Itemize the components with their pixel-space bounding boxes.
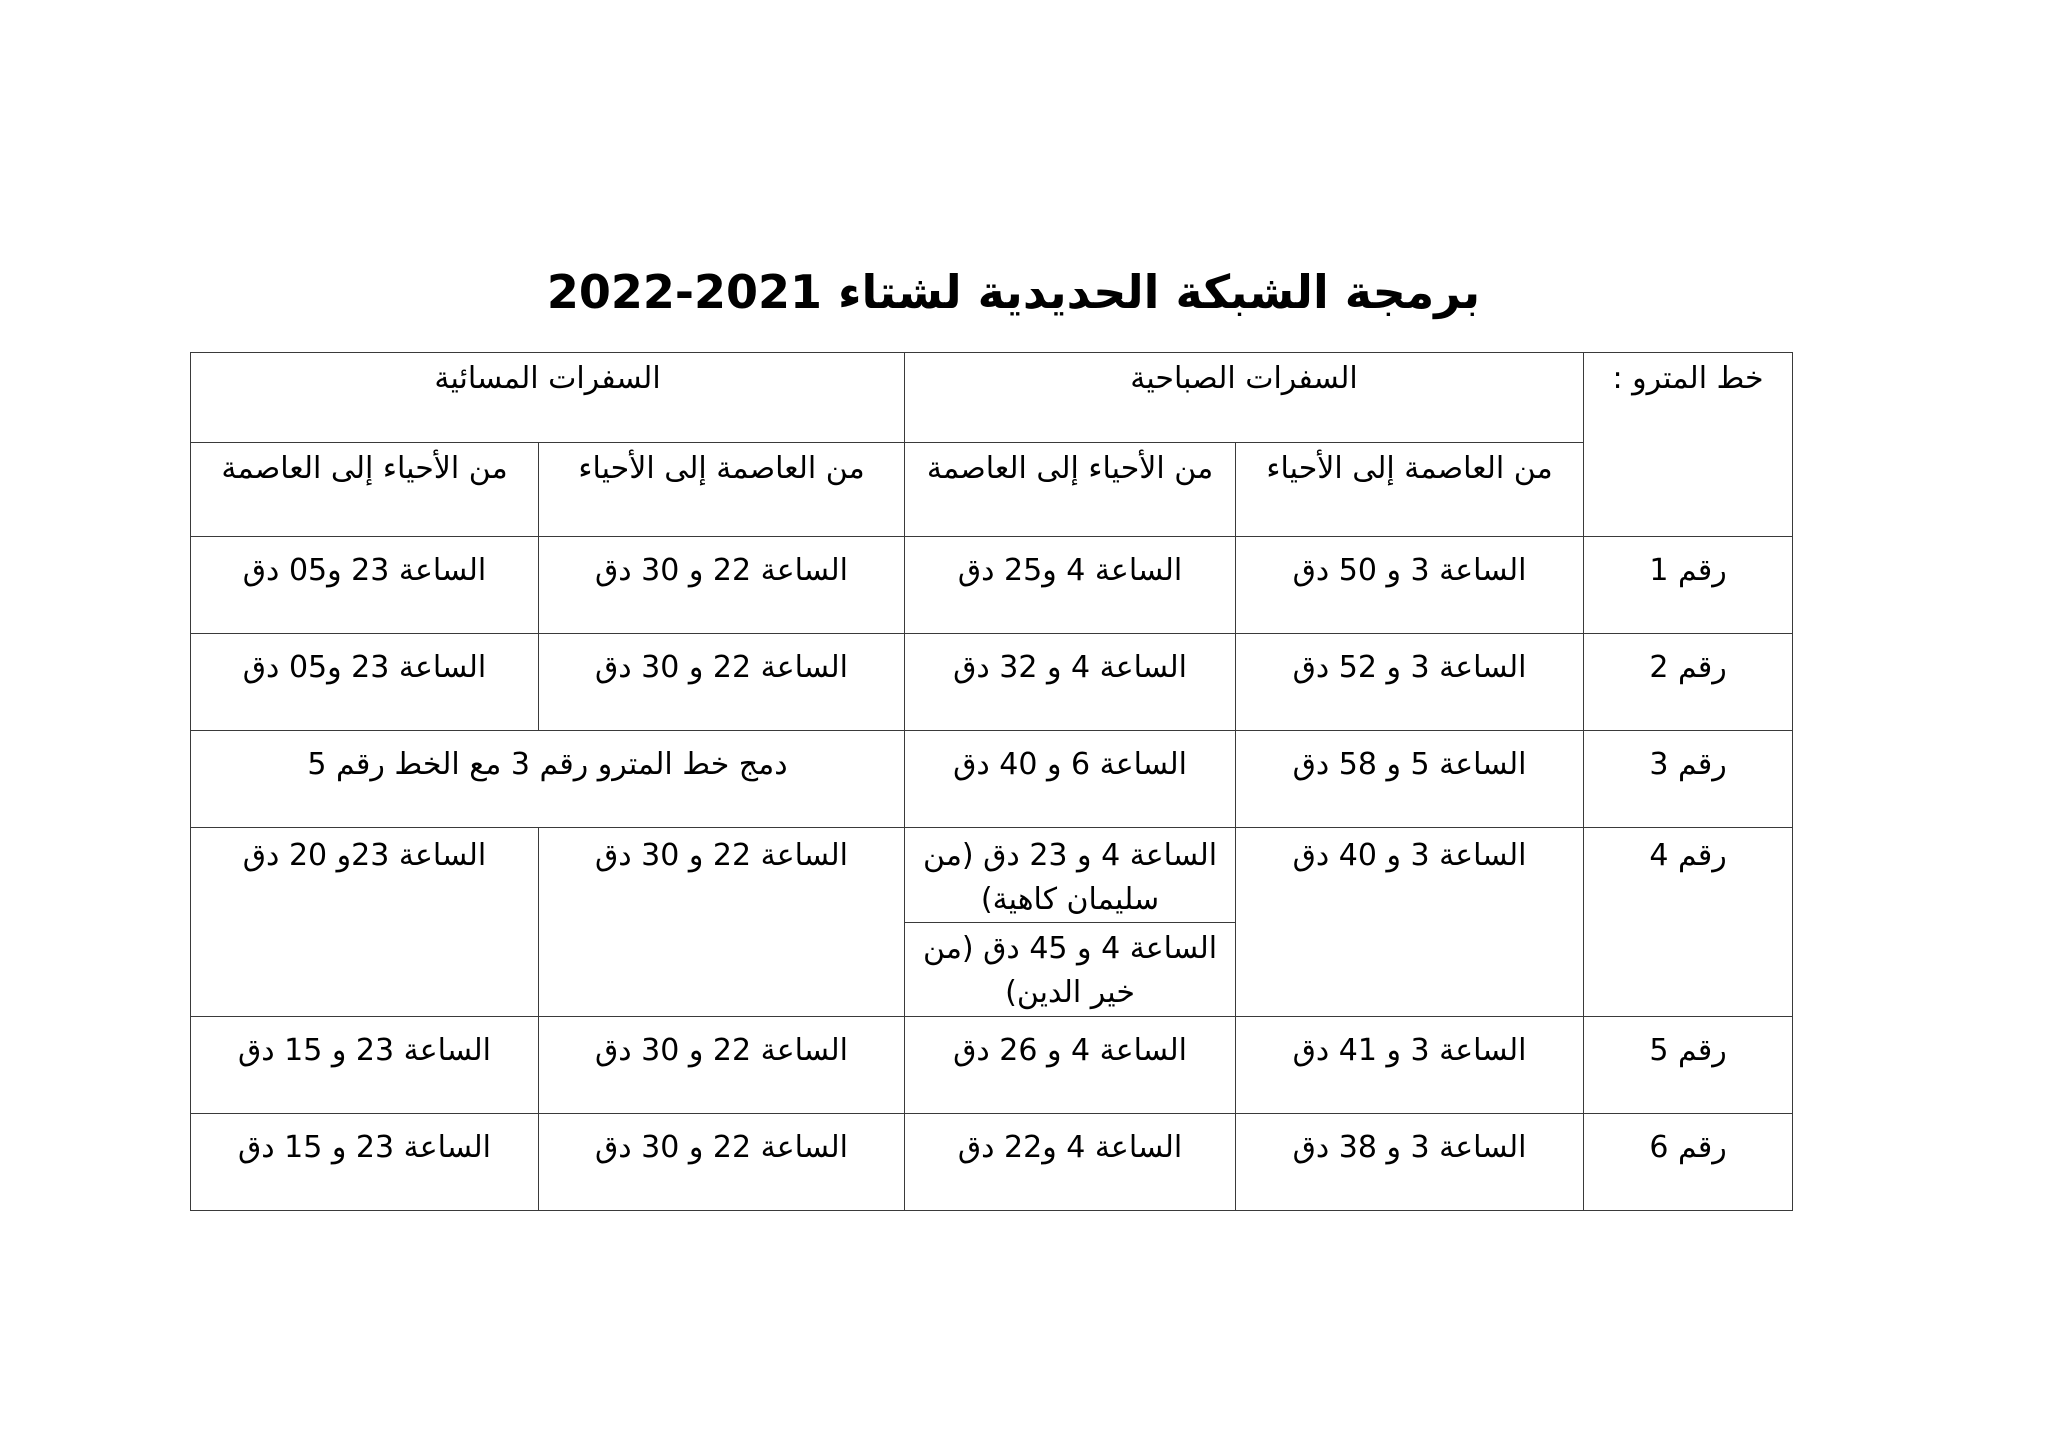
schedule-table [190, 352, 1793, 1211]
morning-to-capital-cell-a: الساعة 4 و 23 دق (من سليمان كاهية) [905, 828, 1236, 923]
morning-to-districts-cell: الساعة 3 و 52 دق [1236, 634, 1584, 731]
evening-to-districts-cell: الساعة 22 و 30 دق [539, 537, 905, 634]
evening-to-capital-cell: الساعة 23 و 15 دق [191, 1017, 539, 1114]
metro-line-header: خط المترو : [1584, 353, 1793, 537]
morning-to-districts-cell: الساعة 3 و 38 دق [1236, 1114, 1584, 1211]
metro-line-cell: رقم 3 [1584, 731, 1793, 828]
table-row [191, 537, 1793, 634]
morning-to-capital-cell: الساعة 6 و 40 دق [905, 731, 1236, 828]
morning-to-districts-header: من العاصمة إلى الأحياء [1236, 443, 1584, 537]
table-row [191, 828, 1793, 923]
morning-to-capital-cell: الساعة 4 و 32 دق [905, 634, 1236, 731]
evening-to-districts-header: من العاصمة إلى الأحياء [539, 443, 905, 537]
evening-to-capital-cell: الساعة 23و 20 دق [191, 828, 539, 1017]
metro-line-cell: رقم 1 [1584, 537, 1793, 634]
evening-to-capital-cell: الساعة 23 و 15 دق [191, 1114, 539, 1211]
evening-merged-note-cell: دمج خط المترو رقم 3 مع الخط رقم 5 [191, 731, 905, 828]
morning-to-districts-cell: الساعة 3 و 40 دق [1236, 828, 1584, 1017]
table-row [191, 634, 1793, 731]
metro-line-cell: رقم 4 [1584, 828, 1793, 1017]
morning-to-capital-header: من الأحياء إلى العاصمة [905, 443, 1236, 537]
morning-to-capital-cell: الساعة 4 و22 دق [905, 1114, 1236, 1211]
metro-line-cell: رقم 6 [1584, 1114, 1793, 1211]
morning-to-capital-cell: الساعة 4 و 26 دق [905, 1017, 1236, 1114]
evening-to-capital-cell: الساعة 23 و05 دق [191, 537, 539, 634]
evening-to-capital-header: من الأحياء إلى العاصمة [191, 443, 539, 537]
evening-to-districts-cell: الساعة 22 و 30 دق [539, 1017, 905, 1114]
evening-to-capital-cell: الساعة 23 و05 دق [191, 634, 539, 731]
morning-to-capital-cell-b: الساعة 4 و 45 دق (من خير الدين) [905, 923, 1236, 1017]
evening-to-districts-cell: الساعة 22 و 30 دق [539, 634, 905, 731]
page-title: برمجة الشبكة الحديدية لشتاء 2021-2022 [546, 265, 1481, 319]
metro-line-cell: رقم 2 [1584, 634, 1793, 731]
header-row-groups [191, 353, 1793, 443]
evening-trips-header: السفرات المسائية [191, 353, 905, 443]
header-row-directions [191, 443, 1793, 537]
morning-to-districts-cell: الساعة 3 و 41 دق [1236, 1017, 1584, 1114]
evening-to-districts-cell: الساعة 22 و 30 دق [539, 1114, 905, 1211]
table-row [191, 731, 1793, 828]
metro-line-cell: رقم 5 [1584, 1017, 1793, 1114]
evening-to-districts-cell: الساعة 22 و 30 دق [539, 828, 905, 1017]
table-row [191, 1114, 1793, 1211]
morning-to-districts-cell: الساعة 3 و 50 دق [1236, 537, 1584, 634]
table-row [191, 1017, 1793, 1114]
morning-trips-header: السفرات الصباحية [905, 353, 1584, 443]
morning-to-capital-cell: الساعة 4 و25 دق [905, 537, 1236, 634]
morning-to-districts-cell: الساعة 5 و 58 دق [1236, 731, 1584, 828]
